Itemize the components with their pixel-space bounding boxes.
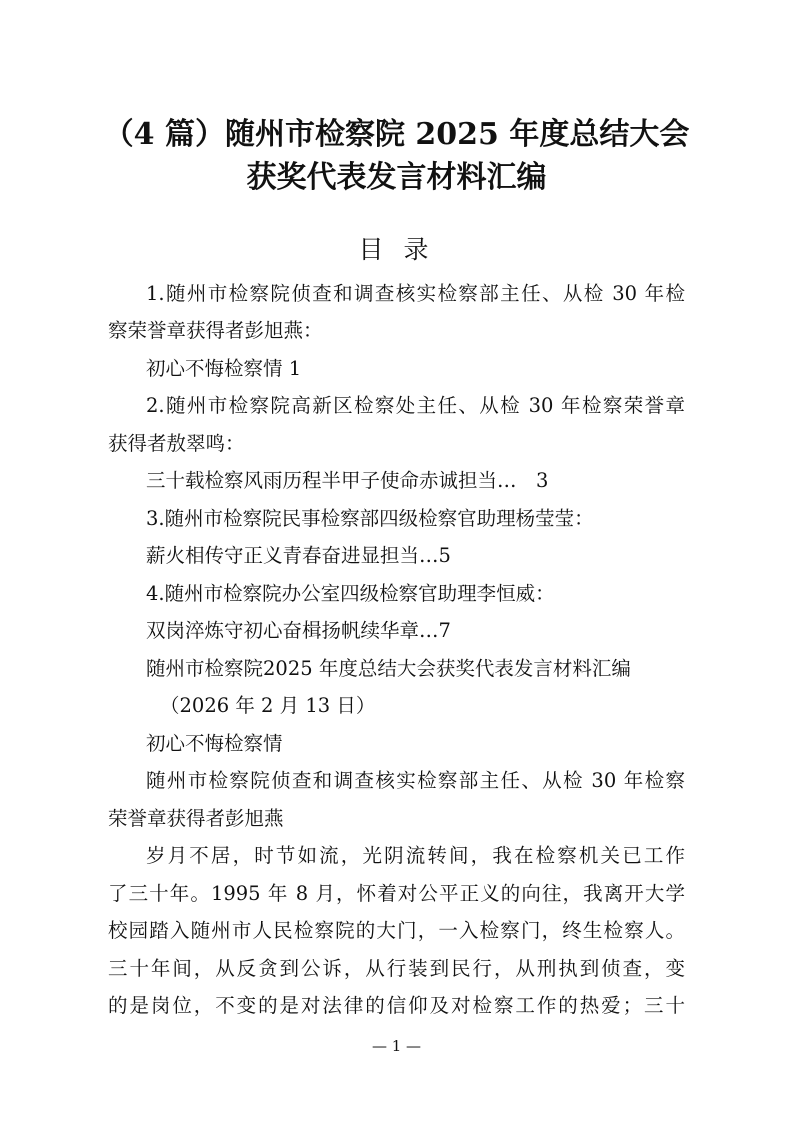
page-number: — 1 — bbox=[371, 1037, 422, 1055]
body-paragraph-line: 校园踏入随州市人民检察院的大门，一入检察门，终生检察人。 bbox=[108, 919, 685, 942]
body-paragraph-line: 了三十年。1995 年 8 月，怀着对公平正义的向往，我离开大学 bbox=[108, 882, 685, 905]
body-paragraph-line: 的是岗位，不变的是对法律的信仰及对检察工作的热爱；三十 bbox=[108, 994, 685, 1017]
toc-item-1-entry[interactable]: 初心不悔检察情 1 bbox=[146, 357, 302, 380]
body-paragraph-line: 三十年间，从反贪到公诉，从行装到民行，从刑执到侦查，变 bbox=[108, 957, 685, 980]
toc-item-4-entry[interactable]: 双岗淬炼守初心奋楫扬帆续华章…7 bbox=[146, 619, 451, 642]
toc-item-2-entry[interactable]: 三十载检察风雨历程半甲子使命赤诚担当… 3 bbox=[146, 469, 549, 492]
speaker-line-1: 随州市检察院侦查和调查核实检察部主任、从检 30 年检察 bbox=[146, 769, 685, 792]
toc-item-3-line-1: 3.随州市检察院民事检察部四级检察官助理杨莹莹： bbox=[146, 507, 594, 530]
toc-item-4-line-1: 4.随州市检察院办公室四级检察官助理李恒威： bbox=[146, 582, 555, 605]
speaker-line-2: 荣誉章获得者彭旭燕 bbox=[108, 807, 284, 830]
document-date: （2026 年 2 月 13 日） bbox=[160, 694, 376, 717]
toc-item-2-line-1: 2.随州市检察院高新区检察处主任、从检 30 年检察荣誉章 bbox=[146, 394, 685, 417]
document-title-line-2: 获奖代表发言材料汇编 bbox=[246, 160, 547, 195]
toc-item-1-line-2: 察荣誉章获得者彭旭燕： bbox=[108, 319, 323, 342]
toc-item-3-entry[interactable]: 薪火相传守正义青春奋进显担当…5 bbox=[146, 544, 451, 567]
collection-title: 随州市检察院2025 年度总结大会获奖代表发言材料汇编 bbox=[146, 657, 631, 680]
body-paragraph-line: 岁月不居，时节如流，光阴流转间，我在检察机关已工作 bbox=[146, 844, 685, 867]
toc-heading: 目 录 bbox=[358, 235, 435, 264]
toc-item-2-line-2: 获得者敖翠鸣： bbox=[108, 432, 245, 455]
document-title-line-1: （4 篇）随州市检察院 2025 年度总结大会 bbox=[103, 117, 690, 152]
toc-item-1-line-1: 1.随州市检察院侦查和调查核实检察部主任、从检 30 年检 bbox=[146, 282, 685, 305]
speech-title: 初心不悔检察情 bbox=[146, 732, 283, 755]
